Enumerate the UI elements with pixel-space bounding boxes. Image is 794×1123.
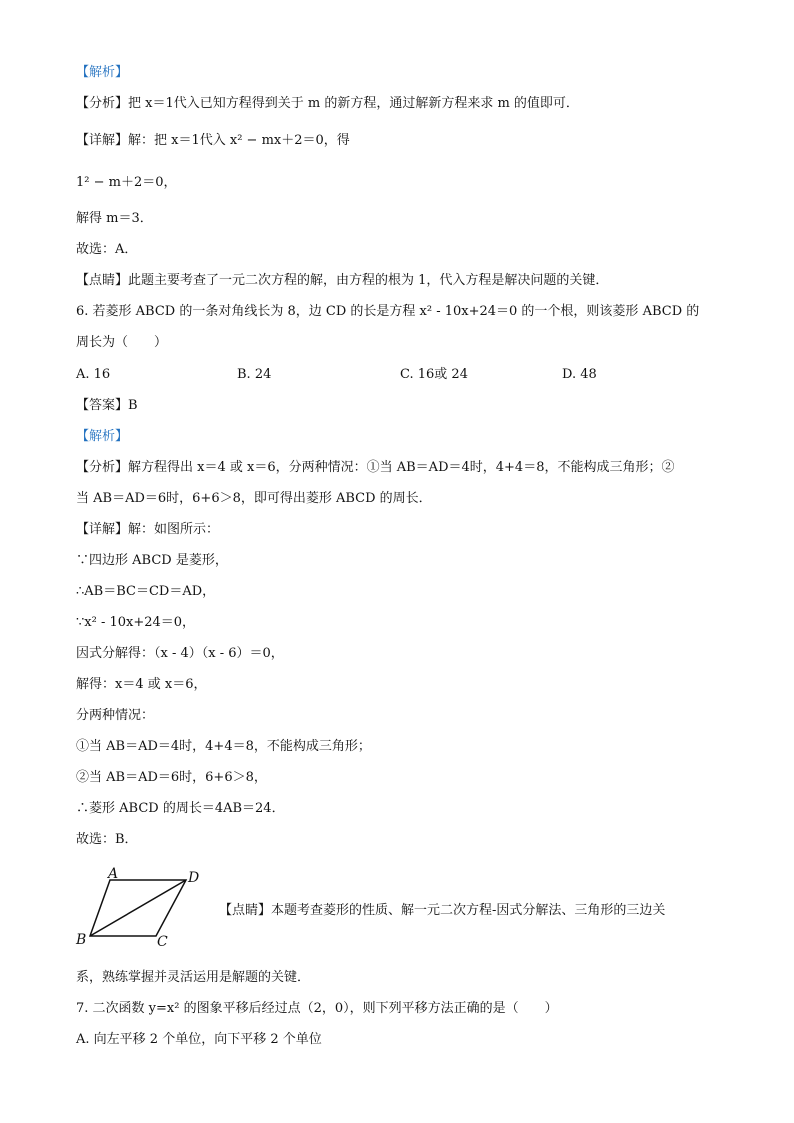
option-b: B. 24 — [237, 367, 272, 382]
conclusion-line: ∴菱形 ABCD 的周长＝4AB＝24． — [76, 801, 285, 816]
rhombus-diagram — [74, 866, 214, 948]
vertex-label-b: B — [76, 932, 87, 948]
analysis-line-2-cont: 当 AB＝AD＝6时，6+6＞8，即可得出菱形 ABCD 的周长． — [76, 491, 432, 506]
case-1-line: ①当 AB＝AD＝4时，4+4＝8，不能构成三角形； — [76, 739, 371, 754]
analysis-heading-2: 【解析】 — [76, 429, 129, 444]
choice-line: 故选：A． — [76, 242, 138, 257]
proof-line-6: 分两种情况： — [76, 708, 155, 723]
answer-line: 【答案】B — [76, 398, 138, 413]
question-6-text: 6. 若菱形 ABCD 的一条对角线长为 8，边 CD 的长是方程 x² - 10x+24＝0 的一个根，则该菱形 ABCD 的 — [76, 304, 700, 319]
detail-line: 【详解】解：把 x＝1代入 x² − mx＋2＝0，得 — [76, 133, 350, 148]
equation-line: 1² − m＋2＝0， — [76, 175, 177, 190]
option-c: C. 16或 24 — [400, 367, 468, 382]
comment-line-2: 【点睛】本题考查菱形的性质、解一元二次方程-因式分解法、三角形的三边关 — [219, 903, 666, 918]
proof-line-4: 因式分解得：（x - 4）（x - 6）＝0， — [76, 646, 284, 661]
vertex-label-a: A — [108, 866, 119, 882]
question-6-text-cont: 周长为（ ） — [76, 335, 168, 350]
case-2-line: ②当 AB＝AD＝6时，6+6＞8， — [76, 770, 267, 785]
proof-line-5: 解得：x＝4 或 x＝6， — [76, 677, 207, 692]
solution-line: 解得 m＝3． — [76, 211, 153, 226]
question-7-option-a: A. 向左平移 2 个单位，向下平移 2 个单位 — [76, 1032, 322, 1047]
comment-line: 【点睛】此题主要考查了一元二次方程的解，由方程的根为 1，代入方程是解决问题的关键． — [76, 273, 609, 288]
proof-line-3: ∵x² - 10x+24＝0， — [76, 615, 196, 630]
question-7-text: 7. 二次函数 y=x² 的图象平移后经过点（2，0），则下列平移方法正确的是（ ） — [76, 1001, 558, 1016]
detail-line-2: 【详解】解：如图所示： — [76, 522, 220, 537]
proof-line-1: ∵四边形 ABCD 是菱形， — [76, 553, 228, 568]
analysis-line-2: 【分析】解方程得出 x＝4 或 x＝6，分两种情况：①当 AB＝AD＝4时，4+4＝8，不能构成三角形；② — [76, 460, 675, 475]
analysis-line: 【分析】把 x＝1代入已知方程得到关于 m 的新方程，通过解新方程来求 m 的值即可． — [76, 96, 579, 111]
option-d: D. 48 — [562, 367, 597, 382]
comment-line-2-cont: 系，熟练掌握并灵活运用是解题的关键． — [76, 970, 311, 985]
choice-line-2: 故选：B． — [76, 832, 138, 847]
analysis-heading: 【解析】 — [76, 65, 129, 80]
vertex-label-d: D — [188, 870, 200, 886]
proof-line-2: ∴AB＝BC＝CD＝AD， — [76, 584, 216, 599]
option-a: A. 16 — [76, 367, 111, 382]
vertex-label-c: C — [157, 934, 168, 948]
